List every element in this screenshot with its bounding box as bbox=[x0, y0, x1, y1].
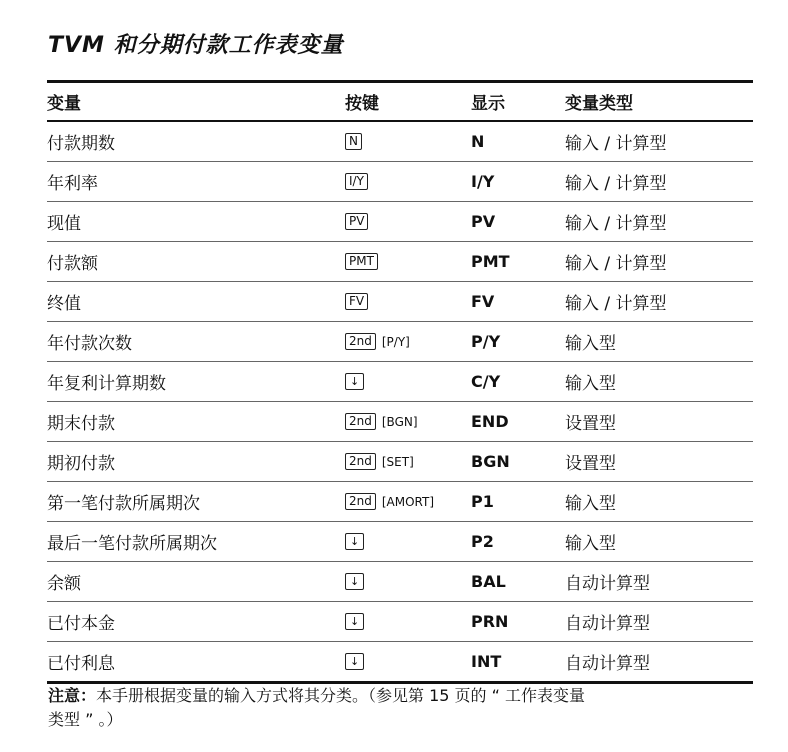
display-code: FV bbox=[471, 292, 495, 311]
variable-name: 付款期数 bbox=[47, 134, 115, 154]
variable-name: 期末付款 bbox=[47, 414, 115, 434]
variable-name: 最后一笔付款所属期次 bbox=[47, 534, 217, 554]
display-code: C/Y bbox=[471, 372, 501, 391]
table-row bbox=[47, 242, 753, 282]
header-key: 按键 bbox=[345, 94, 379, 114]
table-body bbox=[47, 122, 753, 684]
table-row bbox=[47, 322, 753, 362]
variable-name: 年复利计算期数 bbox=[47, 374, 166, 394]
key-sequence bbox=[345, 402, 418, 441]
header-type: 变量类型 bbox=[565, 94, 633, 114]
display-code: N bbox=[471, 132, 485, 151]
page-title: TVM 和分期付款工作表变量 bbox=[48, 33, 344, 58]
key-sequence bbox=[345, 442, 414, 481]
display-code: P2 bbox=[471, 532, 494, 551]
display-code: P1 bbox=[471, 492, 494, 511]
variable-type: 输入 / 计算型 bbox=[565, 134, 667, 154]
variable-name: 现值 bbox=[47, 214, 81, 234]
display-code: PMT bbox=[471, 252, 510, 271]
display-code: END bbox=[471, 412, 509, 431]
second-function-key: [SET] bbox=[381, 454, 414, 469]
note-text-line1: 本手册根据变量的输入方式将其分类。（参见第 15 页的 “ 工作表变量 bbox=[96, 686, 586, 705]
header-display: 显示 bbox=[471, 94, 505, 114]
calculator-key: PV bbox=[345, 213, 368, 230]
variable-type: 输入型 bbox=[565, 334, 616, 354]
header-variable: 变量 bbox=[47, 94, 81, 114]
key-sequence bbox=[345, 202, 374, 241]
display-code: BGN bbox=[471, 452, 510, 471]
calculator-key: I/Y bbox=[345, 173, 368, 190]
calculator-key: N bbox=[345, 133, 362, 150]
key-sequence bbox=[345, 562, 370, 601]
second-function-key: [BGN] bbox=[381, 414, 418, 429]
key-sequence bbox=[345, 602, 370, 641]
table-row bbox=[47, 522, 753, 562]
variable-type: 输入 / 计算型 bbox=[565, 294, 667, 314]
down-arrow-key-icon: ↓ bbox=[345, 613, 364, 630]
variable-name: 年利率 bbox=[47, 174, 98, 194]
variable-type: 自动计算型 bbox=[565, 654, 650, 674]
calculator-key: 2nd bbox=[345, 453, 376, 470]
key-sequence bbox=[345, 322, 410, 361]
variable-type: 输入型 bbox=[565, 374, 616, 394]
table-row bbox=[47, 122, 753, 162]
calculator-key: 2nd bbox=[345, 413, 376, 430]
table-row bbox=[47, 402, 753, 442]
note-label: 注意： bbox=[48, 686, 97, 705]
footnote bbox=[48, 684, 748, 732]
down-arrow-key-icon: ↓ bbox=[345, 533, 364, 550]
display-code: PRN bbox=[471, 612, 509, 631]
variable-type: 自动计算型 bbox=[565, 614, 650, 634]
down-arrow-key-icon: ↓ bbox=[345, 573, 364, 590]
variable-name: 付款额 bbox=[47, 254, 98, 274]
variable-name: 期初付款 bbox=[47, 454, 115, 474]
key-sequence bbox=[345, 522, 370, 561]
variable-type: 输入型 bbox=[565, 494, 616, 514]
second-function-key: [P/Y] bbox=[381, 334, 410, 349]
variable-name: 余额 bbox=[47, 574, 81, 594]
down-arrow-key-icon: ↓ bbox=[345, 653, 364, 670]
second-function-key: [AMORT] bbox=[381, 494, 435, 509]
table-row bbox=[47, 162, 753, 202]
display-code: PV bbox=[471, 212, 496, 231]
display-code: P/Y bbox=[471, 332, 501, 351]
calculator-key: PMT bbox=[345, 253, 378, 270]
variable-type: 输入型 bbox=[565, 534, 616, 554]
key-sequence bbox=[345, 482, 434, 521]
table-row bbox=[47, 562, 753, 602]
variable-name: 终值 bbox=[47, 294, 81, 314]
variable-type: 设置型 bbox=[565, 454, 616, 474]
table-row bbox=[47, 282, 753, 322]
key-sequence bbox=[345, 642, 370, 681]
key-sequence bbox=[345, 162, 374, 201]
display-code: BAL bbox=[471, 572, 506, 591]
calculator-key: 2nd bbox=[345, 333, 376, 350]
table-row bbox=[47, 442, 753, 482]
key-sequence bbox=[345, 282, 374, 321]
display-code: INT bbox=[471, 652, 502, 671]
variable-type: 自动计算型 bbox=[565, 574, 650, 594]
table-row bbox=[47, 362, 753, 402]
table-header-row bbox=[47, 83, 753, 122]
table-row bbox=[47, 482, 753, 522]
variables-table bbox=[47, 80, 753, 684]
calculator-key: 2nd bbox=[345, 493, 376, 510]
variable-type: 设置型 bbox=[565, 414, 616, 434]
calculator-key: FV bbox=[345, 293, 368, 310]
table-row bbox=[47, 602, 753, 642]
note-text-line2: 类型 ” 。） bbox=[48, 710, 123, 729]
variable-type: 输入 / 计算型 bbox=[565, 174, 667, 194]
variable-type: 输入 / 计算型 bbox=[565, 214, 667, 234]
key-sequence bbox=[345, 362, 370, 401]
variable-name: 已付本金 bbox=[47, 614, 115, 634]
key-sequence bbox=[345, 122, 368, 161]
variable-type: 输入 / 计算型 bbox=[565, 254, 667, 274]
variable-name: 已付利息 bbox=[47, 654, 115, 674]
key-sequence bbox=[345, 242, 384, 281]
table-row bbox=[47, 202, 753, 242]
variable-name: 第一笔付款所属期次 bbox=[47, 494, 200, 514]
table-row bbox=[47, 642, 753, 684]
display-code: I/Y bbox=[471, 172, 495, 191]
down-arrow-key-icon: ↓ bbox=[345, 373, 364, 390]
variable-name: 年付款次数 bbox=[47, 334, 132, 354]
